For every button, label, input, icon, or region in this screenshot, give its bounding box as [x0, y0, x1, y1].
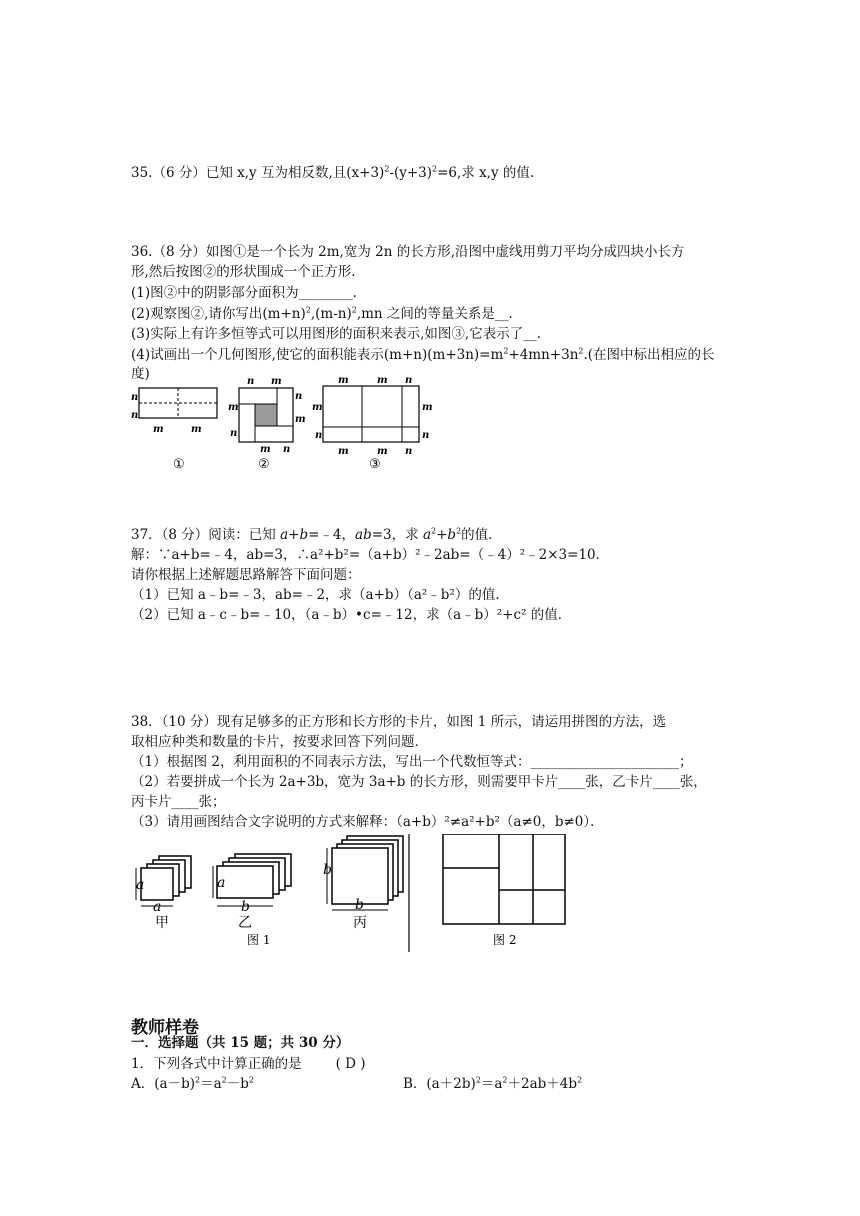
figure-2-square — [228, 376, 306, 472]
q36-line1: 36.（8 分）如图①是一个长为 2m,宽为 2n 的长方形,沿图中虚线用剪刀平均分成四块小长方 — [131, 244, 685, 260]
fig2-caption: ② — [258, 457, 270, 472]
fig1-caption: 图 1 — [247, 933, 271, 947]
fig2-caption: 图 2 — [493, 933, 517, 947]
q38-line6: （3）请用画图结合文字说明的方式来解释：（a+b）²≠a²+b²（a≠0，b≠0）． — [131, 814, 604, 830]
q38-line5: 丙卡片____张； — [131, 794, 226, 810]
fig3-label-m-bottom2: m — [377, 446, 388, 457]
fig1-label-m-left: m — [153, 424, 164, 435]
fig3-caption: ③ — [369, 457, 381, 472]
fig2-label-m-left: m — [228, 402, 239, 413]
q36-item4-cont: 度) — [131, 366, 150, 382]
fig3-label-n-right: n — [422, 430, 430, 441]
fig3-label-n-bottom: n — [405, 446, 413, 457]
q36-line2: 形,然后按图②的形状围成一个正方形. — [131, 264, 356, 280]
fig2-label-m-bottom: m — [260, 444, 271, 455]
card-yi-bottom-label: b — [241, 899, 250, 915]
figure-2-grid — [443, 834, 565, 924]
teacher-q1: 1．下列各式中计算正确的是 ( D ) — [131, 1056, 366, 1072]
fig3-label-m-top1: m — [338, 375, 349, 386]
fig3-label-m-right: m — [422, 402, 433, 413]
fig3-label-m-bottom1: m — [338, 446, 349, 457]
q38-figures — [125, 834, 585, 956]
fig2-label-m-top: m — [271, 376, 282, 387]
teacher-q1-option-a: A．$(a-b)^2=a^2-b^2$ — [131, 1075, 254, 1092]
q36-item2: (2)观察图②,请你写出$(m+n)^2,(m-n)^2,mn$ 之间的等量关系是__. — [131, 305, 513, 322]
fig1-label-n-top: n — [131, 392, 139, 403]
fig2-label-n-top: n — [247, 376, 255, 387]
fig1-label-n-bottom: n — [131, 410, 139, 421]
fig2-label-n-right: n — [295, 391, 303, 402]
card-jia-bottom-label: a — [153, 899, 162, 915]
card-bing-side-label: b — [323, 862, 332, 878]
figure-3-rectangle — [312, 375, 433, 472]
q1-answer: ( D ) — [335, 1056, 366, 1072]
fig1-caption: ① — [173, 457, 185, 472]
q38-line3: （1）根据图 2，利用面积的不同表示方法，写出一个代数恒等式：______________________； — [131, 754, 693, 770]
fig1-label-m-right: m — [191, 424, 202, 435]
teacher-title: 教师样卷 — [131, 1018, 199, 1038]
card-jia-side-label: a — [136, 877, 145, 893]
fig2-label-n-bottom: n — [283, 444, 291, 455]
teacher-q1-option-b: B．$(a+2b)^2=a^2+2ab+4b^2$ — [403, 1075, 583, 1092]
q37-line2: 解：∵a+b=﹣4，ab=3，∴a²+b²=（a+b）²﹣2ab=（﹣4）²﹣2×3=10． — [131, 547, 610, 563]
card-yi-side-label: a — [217, 875, 226, 891]
q37-line1: 37．（8 分）阅读：已知 a+b=﹣4，ab=3，求 $a^2+b^2$的值． — [131, 526, 502, 543]
fig3-label-n-top: n — [405, 375, 413, 386]
card-bing-bottom-label: b — [355, 897, 364, 913]
q37-line5: （2）已知 a﹣c﹣b=﹣10，（a﹣b）•c=﹣12，求（a﹣b）²+c² 的值． — [131, 607, 572, 623]
card-bing-name: 丙 — [353, 915, 367, 931]
section-heading: 一．选择题（共 15 题；共 30 分） — [131, 1035, 350, 1051]
card-yi-stack — [213, 854, 291, 931]
q36-item1: (1)图②中的阴影部分面积为________. — [131, 285, 357, 301]
q38-line4: （2）若要拼成一个长为 2a+3b，宽为 3a+b 的长方形，则需要甲卡片____张，乙卡片____张， — [131, 774, 707, 790]
fig3-label-n-left: n — [315, 430, 323, 441]
q37-line3: 请你根据上述解题思路解答下面问题： — [131, 567, 361, 583]
card-yi-name: 乙 — [238, 915, 252, 931]
fig3-label-m-top2: m — [377, 375, 388, 386]
fig2-label-m-right: m — [295, 414, 306, 425]
q36-item3: (3)实际上有许多恒等式可以用图形的面积来表示,如图③,它表示了__. — [131, 326, 541, 342]
q36-item4: (4)试画出一个几何图形,使它的面积能表示$(m+n)(m+3n)=m^2+4mn+3n^2$.(在图中标出相应的长 — [131, 346, 715, 363]
card-jia-stack — [136, 856, 191, 931]
figure-1-rectangle — [131, 388, 217, 472]
q36-figures — [125, 374, 445, 474]
card-jia-name: 甲 — [155, 915, 169, 931]
q38-line2: 取相应种类和数量的卡片，按要求回答下列问题． — [131, 734, 428, 750]
card-bing-stack — [323, 836, 403, 931]
fig3-label-m-left: m — [312, 402, 323, 413]
q35-text: 35.（6 分）已知 x,y 互为相反数,且$(x+3)^2-(y+3)^2=6$,求 x,y 的值. — [131, 164, 535, 181]
q37-line4: （1）已知 a﹣b=﹣3，ab=﹣2，求（a+b）（a²﹣b²）的值． — [131, 587, 509, 603]
q38-line1: 38．（10 分）现有足够多的正方形和长方形的卡片，如图 1 所示，请运用拼图的方法，选 — [131, 714, 667, 730]
fig2-label-n-left: n — [230, 428, 238, 439]
